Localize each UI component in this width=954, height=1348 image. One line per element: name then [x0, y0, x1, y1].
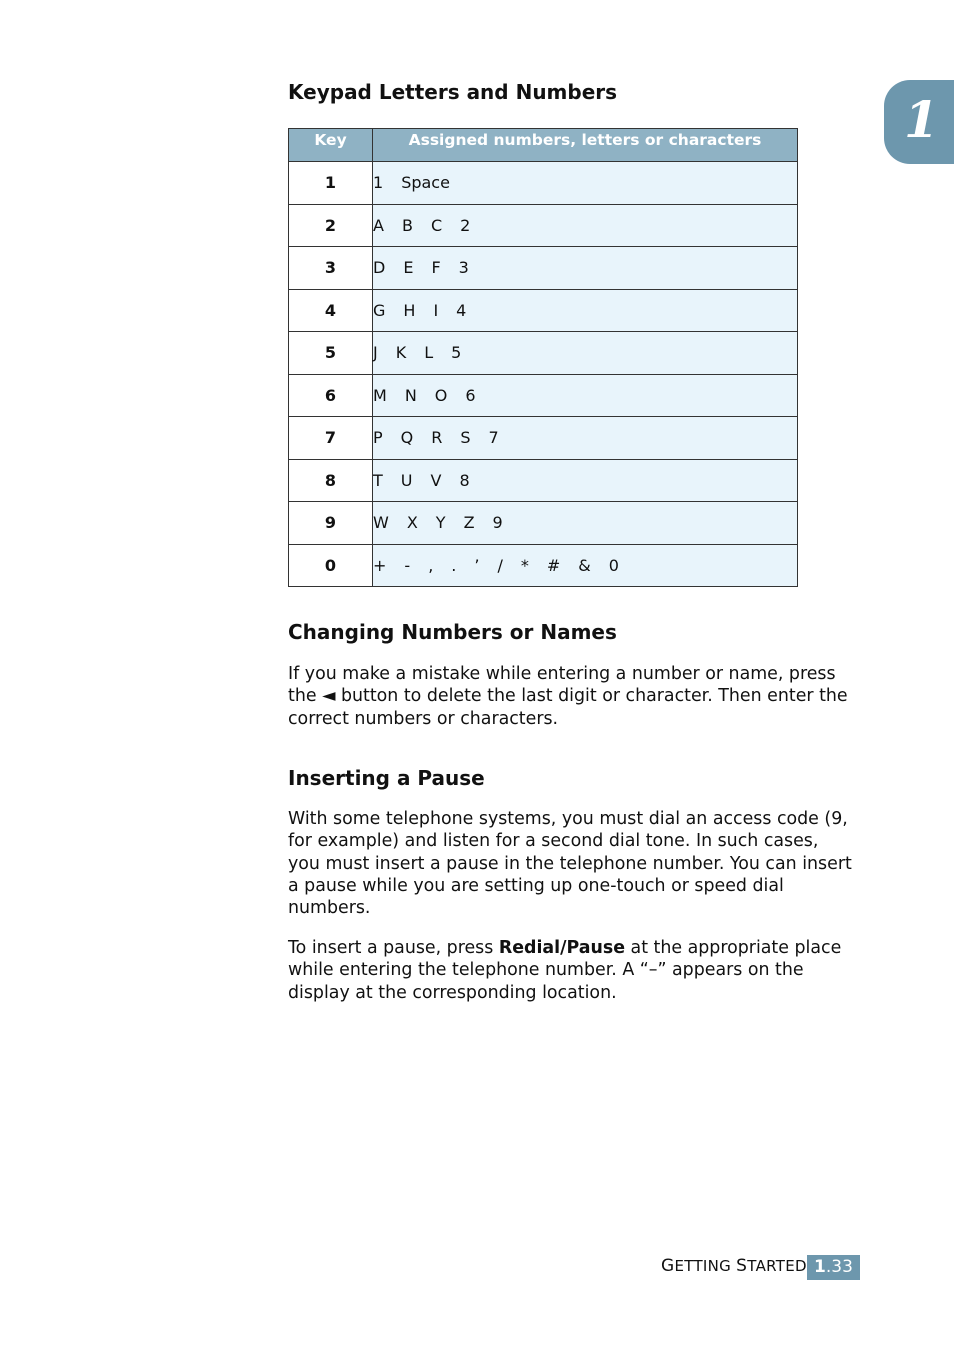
- chars-cell: [373, 544, 798, 587]
- table-row: [289, 374, 798, 417]
- char-item: 3: [458, 258, 469, 278]
- table-row: [289, 417, 798, 460]
- char-item: V: [430, 470, 442, 490]
- chapter-number: 1: [904, 90, 939, 149]
- table-row: [289, 204, 798, 247]
- changing-section-title: Changing Numbers or Names: [288, 620, 617, 644]
- char-item: Z: [463, 513, 475, 533]
- char-item: F: [431, 258, 441, 278]
- header-assigned: Assigned numbers, letters or characters: [373, 129, 798, 162]
- table-row: [289, 162, 798, 205]
- char-item: .: [451, 555, 457, 575]
- table-row: [289, 459, 798, 502]
- char-item: O: [434, 385, 448, 405]
- table-row: [289, 332, 798, 375]
- chars-cell: [373, 417, 798, 460]
- char-item: 9: [492, 513, 503, 533]
- header-key: Key: [289, 129, 373, 162]
- chars-cell: [373, 502, 798, 545]
- char-item: ,: [428, 555, 434, 575]
- chars-cell: [373, 204, 798, 247]
- redial-pause-label: Redial/Pause: [498, 938, 626, 958]
- char-item: 2: [460, 215, 471, 235]
- table-row: [289, 544, 798, 587]
- char-item: *: [520, 555, 529, 575]
- char-item: 0: [608, 555, 619, 575]
- pause-paragraph-1: With some telephone systems, you must dial an access code (9, for example) and listen for a second dial tone. In such cases, you must insert a pause in the telephone number. You can insert a pause while you are setting up one-touch or speed dial numbers.: [288, 809, 852, 919]
- char-item: D: [373, 258, 386, 278]
- keypad-section-title: Keypad Letters and Numbers: [288, 80, 618, 104]
- key-cell: 1: [289, 162, 373, 205]
- table-header-row: [289, 129, 798, 162]
- char-item: 5: [451, 343, 462, 363]
- char-item: W: [373, 513, 389, 533]
- char-item: L: [424, 343, 434, 363]
- char-item: 8: [459, 470, 470, 490]
- chars-cell: [373, 289, 798, 332]
- char-item: 1: [373, 173, 384, 193]
- key-cell: 2: [289, 204, 373, 247]
- key-cell: 9: [289, 502, 373, 545]
- keypad-table: [288, 128, 798, 587]
- char-item: 6: [465, 385, 476, 405]
- pause-text-before: To insert a pause, press: [288, 938, 499, 958]
- chars-cell: [373, 247, 798, 290]
- char-item: +: [373, 555, 387, 575]
- key-cell: 5: [289, 332, 373, 375]
- key-cell: 4: [289, 289, 373, 332]
- char-item: &: [578, 555, 591, 575]
- char-item: E: [403, 258, 414, 278]
- char-item: B: [401, 215, 413, 235]
- chars-cell: [373, 332, 798, 375]
- char-item: P: [373, 428, 383, 448]
- pause-section-title: Inserting a Pause: [288, 766, 485, 790]
- char-item: J: [373, 343, 378, 363]
- changing-paragraph: If you make a mistake while entering a number or name, press the ◄ button to delete the last digit or character. Then enter the correct numbers or characters.: [288, 664, 848, 729]
- table-row: [289, 502, 798, 545]
- char-item: 7: [488, 428, 499, 448]
- char-item: H: [403, 300, 416, 320]
- footer-section-name: GETTING STARTED: [661, 1256, 807, 1276]
- char-item: 4: [456, 300, 467, 320]
- char-item: K: [395, 343, 407, 363]
- chapter-tab: [884, 80, 954, 164]
- table-row: [289, 289, 798, 332]
- char-item: -: [404, 555, 411, 575]
- char-item: A: [373, 215, 384, 235]
- chars-cell: [373, 162, 798, 205]
- chars-cell: [373, 374, 798, 417]
- char-item: #: [546, 555, 561, 575]
- char-item: M: [373, 385, 387, 405]
- key-cell: 8: [289, 459, 373, 502]
- char-item: T: [373, 470, 383, 490]
- char-item: S: [460, 428, 471, 448]
- page-number-badge: 1.33: [807, 1255, 860, 1280]
- char-item: G: [373, 300, 386, 320]
- char-item: Q: [400, 428, 414, 448]
- char-item: I: [433, 300, 439, 320]
- key-cell: 6: [289, 374, 373, 417]
- char-item: Y: [435, 513, 446, 533]
- char-item: Space: [401, 173, 450, 193]
- char-item: /: [497, 555, 503, 575]
- table-row: [289, 247, 798, 290]
- char-item: U: [400, 470, 413, 490]
- key-cell: 3: [289, 247, 373, 290]
- char-item: R: [431, 428, 443, 448]
- key-cell: 7: [289, 417, 373, 460]
- char-item: C: [430, 215, 443, 235]
- chars-cell: [373, 459, 798, 502]
- pause-text-after: at the appropriate place while entering the telephone number. A “–” appears on the display at the corresponding location.: [288, 938, 842, 1003]
- char-item: ’: [474, 555, 480, 575]
- char-item: N: [404, 385, 417, 405]
- pause-paragraph-2: [288, 937, 854, 1004]
- char-item: X: [406, 513, 418, 533]
- key-cell: 0: [289, 544, 373, 587]
